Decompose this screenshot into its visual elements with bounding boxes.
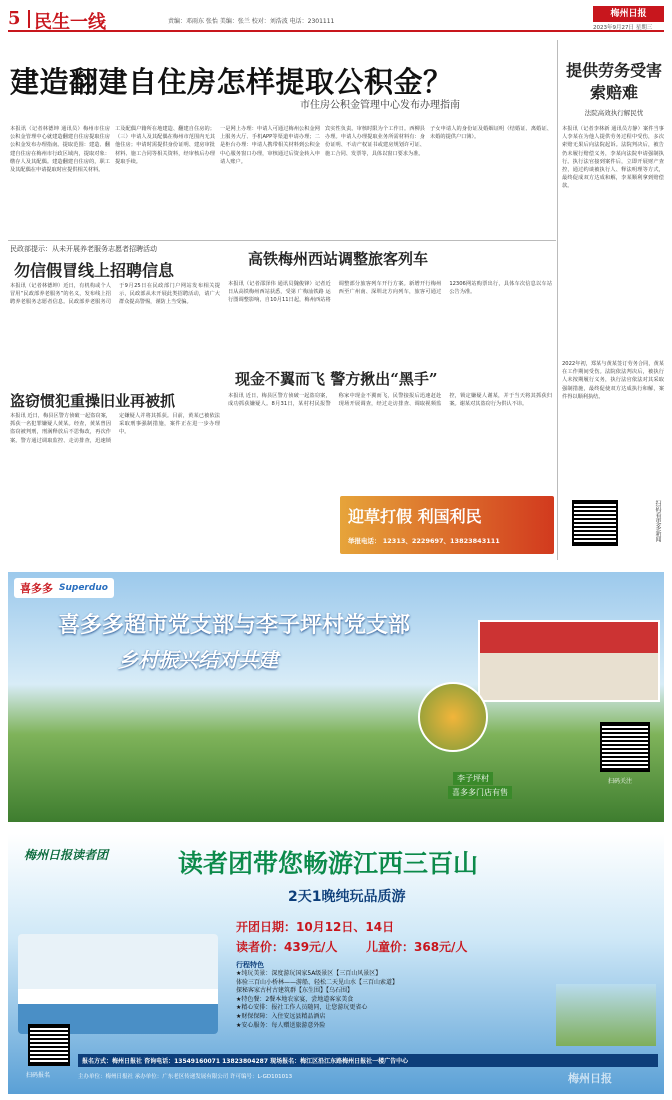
banner1-qr-label: 扫码关注 [608, 778, 633, 785]
cash-body: 本报讯 近日，梅县区警方侦破一起盗窃案，成功抓获嫌疑人。8月31日，某村村民报警称家中现金不翼而飞，民警接报后迅速赶赴现场开展调查，经过走访排查、调取视频监控，锁定嫌疑人谢某，并于当天将其抓获归案。谢某对其盗窃行为供认不讳。 [228, 393, 552, 408]
scam-body: 本报讯（记者林德坤）近日，有机构或个人冒用“民政部养老服务”的名义，发布线上招聘养老服务志愿者信息。民政部养老服务司于9月25日在民政部门户网站发布相关提示，民政部从未开展此类招聘活动，请广大群众提高警惕，谨防上当受骗。 [10, 283, 220, 306]
qr-label: 扫码看更多新闻 [654, 500, 661, 542]
theft-headline: 盗窃惯犯重操旧业再被抓 [10, 392, 176, 410]
divider [28, 10, 30, 28]
brand-name: 喜多多 [20, 582, 53, 595]
qr-code[interactable] [572, 500, 618, 546]
cablecar-image [556, 984, 656, 1046]
section-rule [8, 240, 556, 241]
rail-headline: 高铁梅州西站调整旅客列车 [248, 250, 429, 268]
rail-body: 本报讯（记者邵泽伟 通讯员魏俊锋）记者近日从高铁梅州西站获悉，受第 广梅汕铁路 运行图调整影响，自10月11日起，梅州西站将调整部分旅客列车开行方案。新增开行梅州西至广州南、深圳北方向列车，旅客可通过12306网站购票出行，具体车次信息以车站公告为准。 [228, 281, 552, 304]
column-rule [557, 40, 558, 560]
features-heading: 行程特色 [236, 961, 264, 969]
right-headline: 提供劳务受害索赔难 [565, 61, 662, 102]
editor-line: 责编：邓雨东 张怡 美编：张兰 校对：刘浩波 电话：2301111 [168, 18, 335, 25]
watermark: 梅州日报 [568, 1072, 612, 1085]
tour-qr[interactable] [28, 1024, 70, 1066]
banner1-title: 喜多多超市党支部与李子坪村党支部 [58, 612, 411, 638]
brand-logo [14, 578, 114, 598]
features-list [236, 970, 536, 1030]
anti-counterfeit-ad [340, 496, 554, 554]
tour-organizer: 主办单位：梅州日报社 承办单位：广东老区传递发展有限公司 许可编号：L-GD101013 [78, 1074, 293, 1080]
feature-item: ★纯玩美景：深度游玩国家5A级景区【三百山风景区】 [236, 970, 382, 977]
lead-col-2: 工及配偶户籍所在地建造、翻建自住房的；（三）申请人及其配偶在梅州市范围内无其他住房；申请时需提供身份证明、建房审批材料、施工合同等相关资料，经审核后办理提取手续。 [115, 126, 215, 165]
right-subtitle: 法院高效执行解民忧 [584, 109, 644, 117]
tour-subtitle: 2天1晚纯玩品质游 [288, 889, 406, 905]
feature-item: ★财保保障：入住安远县精品酒店 [236, 1012, 326, 1020]
lead-col-5: 子女申请人的身份证及婚姻证明（结婚证、离婚证、未婚的提供户口簿）。 [430, 126, 552, 141]
feature-item: ★精心安排：报社工作人员随同，让您游玩更省心 [236, 1004, 368, 1012]
event-photo [478, 620, 660, 702]
tour-dates: 开团日期：10月12日、14日 [236, 920, 395, 934]
price-child: 儿童价：368元/人 [366, 940, 468, 954]
section-title: 民生一线 [34, 12, 106, 33]
brand-name-en: Superduo [59, 583, 108, 593]
scam-kicker: 民政部提示：从未开展养老服务志愿者招聘活动 [10, 245, 157, 253]
cash-headline: 现金不翼而飞 警方揪出“黑手” [235, 370, 438, 388]
page-number: 5 [8, 8, 21, 29]
scam-headline: 勿信假冒线上招聘信息 [14, 261, 175, 280]
right-body: 本报讯（记者李林新 通讯员方静）案件当事人李某在为他人提供劳务过程中受伤，多次索赔无果后向法院起诉。法院判决后，被告仍未履行赔偿义务，李某向法院申请强制执行。执行法官接到案件后，立即开展财产查控，通过约谈被执行人、释法明理等方式，最终促成双方达成和解，李某顺利拿到赔偿款。 [562, 126, 664, 190]
ad-slogan: 迎草打假 利国利民 [348, 507, 482, 526]
theft-body: 本报讯 近日，梅县区警方侦破一起盗窃案，抓获一名犯罪嫌疑人黄某。经查，黄某曾因盗窃被判刑，刑满释放后不思悔改，再次作案。警方通过调取监控、走访排查，迅速锁定嫌疑人并将其抓获。目前，黄某已被依法采取刑事强制措施，案件正在进一步办理中。 [10, 413, 220, 444]
lead-col-3: 一是网上办理：申请人可通过梅州公积金网上服务大厅、手机APP等渠道申请办理；二是柜台办理：申请人携带相关材料到公积金中心服务窗口办理，审核通过后资金转入申请人账户。 [220, 126, 320, 165]
badge-village: 李子坪村 [453, 772, 493, 785]
boats-image [18, 934, 218, 1034]
lead-subtitle: 市住房公积金管理中心发布办理指南 [300, 100, 460, 111]
date-line: 2023年9月27日 星期三 [593, 25, 653, 31]
feature-item: ★安心服务：每人赠送旅游意外险 [236, 1021, 326, 1029]
masthead-logo: 梅州日报 [593, 6, 664, 22]
party-building-banner [8, 572, 664, 822]
lead-col-4: 宾实性负责。审核时限为个工作日。西柳县办理。申请人办理提取业务所需材料有：身份证明、不动产权证书或建房规划许可证、施工合同、发票等，具体以窗口要求为准。 [325, 126, 425, 157]
banner1-subtitle: 乡村振兴结对共建 [118, 648, 278, 672]
ad-hotline: 举报电话： 12313、2229697、13823843111 [348, 537, 500, 545]
tour-footer: 报名方式：梅州日报社 咨询电话：13549160071 13823804287 现场报名：梅江区沿江东路梅州日报社一楼广告中心 [78, 1054, 658, 1067]
tour-logo: 梅州日报读者团 [24, 848, 109, 862]
right-body-2: 2022年初，郑某与黄某签订劳务合同，黄某在工作期间受伤。法院依法判决后，被执行人未按期履行义务，执行法官依法对其采取强制措施，最终促使双方达成执行和解，案件得以顺利执结。 [562, 361, 664, 400]
lead-col-1: 本报讯（记者林德坤 通讯员）梅州市住房公积金管理中心就建造翻建自住房提取住房公积金发布办理指南。提取范围：建造、翻建自住房在梅州市行政区域内，提取对象：缴存人及其配偶。建造翻建自住房的，职工及其配偶在申请提取时应提供相关材料。 [10, 126, 110, 174]
feature-item: ★特色餐：2餐本地农家宴，尝地道客家美食 [236, 995, 354, 1003]
banner1-qr[interactable] [600, 722, 650, 772]
tour-title: 读者团带您畅游江西三百山 [178, 849, 479, 878]
price-adult: 读者价：439元/人 [236, 940, 338, 954]
lead-headline: 建造翻建自住房怎样提取公积金？ [10, 65, 453, 99]
reader-tour-banner [8, 834, 664, 1094]
feature-item: 体验三百山小桥林——游船、轻松二天见山水【三百山索道】 [236, 978, 399, 986]
tour-qr-label: 扫码报名 [26, 1072, 51, 1079]
lily-photo [418, 682, 488, 752]
feature-item: 探秘客家古村古建筑群【东生围】【乌石围】 [236, 987, 354, 995]
badge-store: 喜多多门店有售 [448, 786, 512, 799]
page-header [8, 6, 664, 32]
